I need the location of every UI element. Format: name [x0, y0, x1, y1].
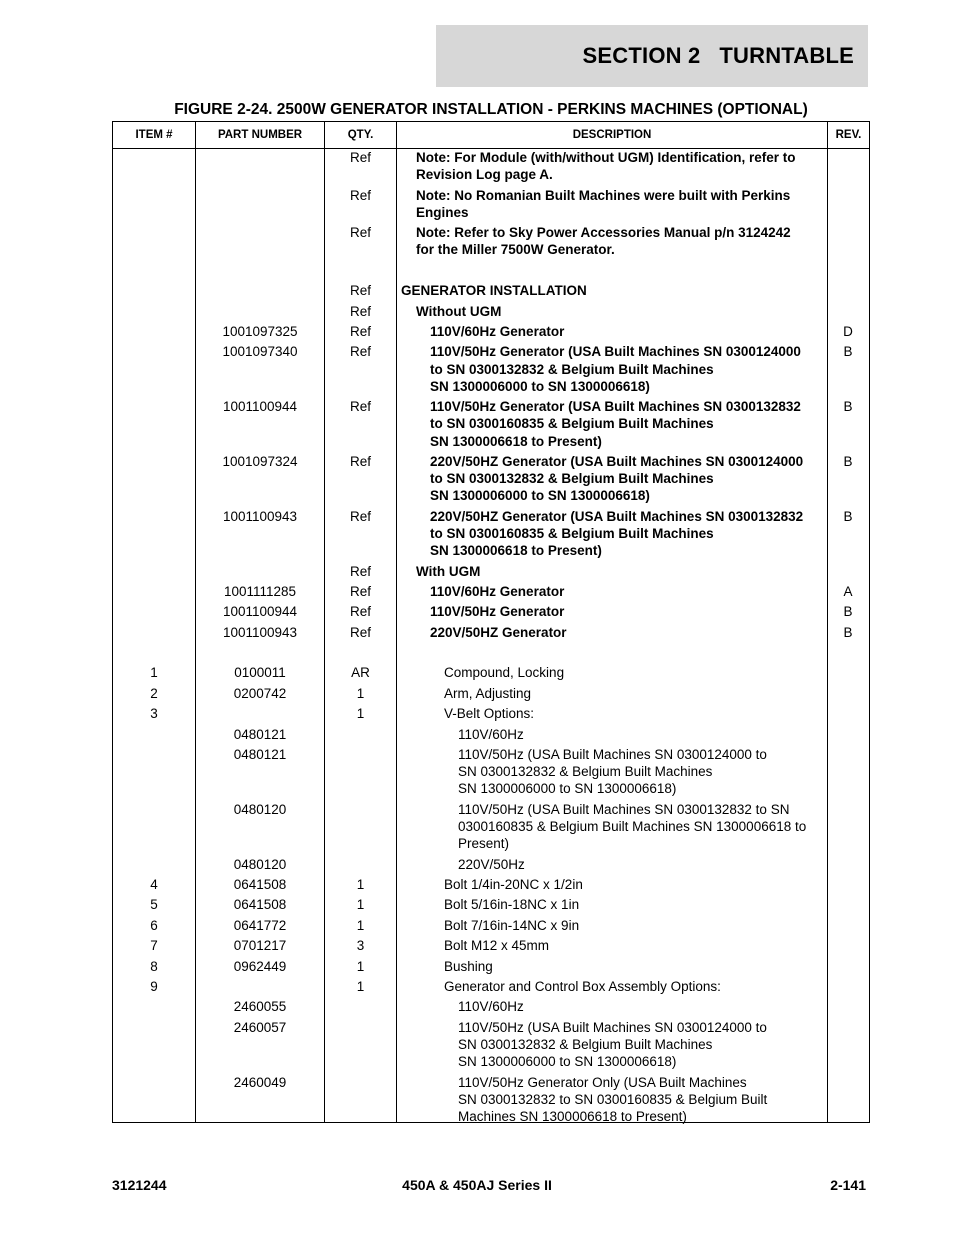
description: Bolt 7/16in-14NC x 9in: [444, 917, 580, 933]
item-number: 3: [150, 706, 158, 722]
part-number: 0200742: [233, 685, 287, 701]
quantity: Ref: [349, 508, 371, 524]
quantity: 1: [356, 958, 365, 974]
description: 110V/60Hz: [458, 726, 524, 742]
description: Note: For Module (with/without UGM) Identification, refer to Revision Log page A.: [416, 150, 796, 183]
quantity: Ref: [349, 563, 371, 579]
table-body: [113, 149, 869, 1128]
table-row: [113, 343, 869, 398]
revision: B: [843, 508, 853, 524]
table-row: [113, 224, 869, 262]
table-row: [113, 664, 869, 684]
revision: B: [843, 453, 853, 469]
table-row: [113, 958, 869, 978]
description: 110V/50Hz (USA Built Machines SN 0300124000 to SN 0300132832 & Belgium Built Machines SN 1300006000 to SN 1300006618): [458, 747, 767, 797]
table-row: [113, 583, 869, 603]
section-title: SECTION 2 TURNTABLE: [582, 43, 854, 68]
description: GENERATOR INSTALLATION: [401, 283, 587, 299]
table-row: [113, 262, 869, 282]
item-number: 2: [150, 685, 158, 701]
quantity: 1: [356, 877, 365, 893]
revision: B: [843, 399, 853, 415]
table-row: [113, 856, 869, 876]
part-number: 0480120: [233, 856, 287, 872]
description: Without UGM: [416, 303, 502, 319]
col-header-part-number: PART NUMBER: [217, 129, 303, 141]
part-number: 0100011: [234, 665, 286, 681]
description: Generator and Control Box Assembly Options:: [444, 978, 721, 994]
description: Bushing: [444, 958, 493, 974]
part-number: 1001111285: [223, 583, 297, 599]
description: Bolt M12 x 45mm: [444, 938, 550, 954]
table-row: [113, 876, 869, 896]
table-row: [113, 896, 869, 916]
table-row: [113, 187, 869, 225]
quantity: 1: [356, 917, 365, 933]
quantity: 3: [356, 938, 365, 954]
table-row: [113, 563, 869, 583]
part-number: 0641508: [233, 877, 287, 893]
table-row: [113, 398, 869, 453]
description: Bolt 1/4in-20NC x 1/2in: [444, 877, 583, 893]
footer-model: 450A & 450AJ Series II: [402, 1177, 552, 1193]
description: With UGM: [416, 563, 481, 579]
col-header-description: DESCRIPTION: [572, 129, 652, 141]
item-number: 9: [150, 978, 158, 994]
part-number: 2460055: [233, 999, 287, 1015]
description: 110V/60Hz: [458, 999, 524, 1015]
item-number: 8: [150, 958, 158, 974]
parts-table: [112, 121, 870, 1123]
part-number: 1001100943: [222, 508, 298, 524]
quantity: 1: [356, 897, 365, 913]
part-number: 1001097325: [222, 323, 298, 339]
description: 110V/50Hz (USA Built Machines SN 0300132832 to SN 0300160835 & Belgium Built Machines SN 1300006618 to Present): [458, 801, 807, 852]
revision: B: [843, 604, 853, 620]
part-number: 1001100943: [222, 624, 298, 640]
table-row: [113, 303, 869, 323]
quantity: 1: [356, 978, 365, 994]
col-header-qty: QTY.: [347, 129, 374, 141]
part-number: 0480121: [233, 726, 287, 742]
quantity: Ref: [349, 187, 371, 203]
table-row: [113, 937, 869, 957]
part-number: 0480120: [233, 801, 287, 817]
table-row: [113, 998, 869, 1018]
description: 110V/50Hz Generator Only (USA Built Machines SN 0300132832 to SN 0300160835 & Belgium Built Machines SN 1300006618 to Present): [458, 1074, 768, 1124]
quantity: Ref: [349, 453, 371, 469]
description: 110V/60Hz Generator: [430, 583, 565, 599]
description: V-Belt Options:: [444, 706, 535, 722]
description: 110V/50Hz (USA Built Machines SN 0300124000 to SN 0300132832 & Belgium Built Machines SN 1300006000 to SN 1300006618): [458, 1019, 767, 1070]
table-row: [113, 917, 869, 937]
part-number: 1001097340: [222, 344, 298, 360]
part-number: 2460049: [233, 1074, 287, 1090]
table-row: [113, 978, 869, 998]
part-number: 1001100944: [222, 399, 298, 415]
description: Note: No Romanian Built Machines were built with Perkins Engines: [416, 187, 791, 220]
description: Note: Refer to Sky Power Accessories Manual p/n 3124242 for the Miller 7500W Generator.: [416, 225, 791, 258]
table-row: [113, 685, 869, 705]
col-header-rev: REV.: [835, 129, 862, 141]
part-number: 2460057: [233, 1019, 287, 1035]
part-number: 1001100944: [222, 604, 298, 620]
table-row: [113, 1019, 869, 1074]
quantity: Ref: [349, 283, 371, 299]
quantity: 1: [356, 706, 365, 722]
item-number: 7: [150, 938, 158, 954]
footer-page-number: 2-141: [830, 1177, 866, 1193]
item-number: 1: [150, 665, 158, 681]
item-number: 6: [150, 917, 158, 933]
description: 110V/50Hz Generator: [430, 604, 565, 620]
description: 220V/50HZ Generator: [430, 624, 567, 640]
table-row: [113, 705, 869, 725]
part-number: 0701217: [233, 938, 287, 954]
part-number: 0962449: [233, 958, 287, 974]
quantity: Ref: [349, 150, 371, 165]
description: 110V/50Hz Generator (USA Built Machines SN 0300124000 to SN 0300132832 & Belgium Built Machines SN 1300006000 to SN 1300006618): [430, 344, 801, 394]
item-number: 5: [150, 897, 158, 913]
table-row: [113, 624, 869, 644]
quantity: Ref: [349, 344, 371, 360]
quantity: AR: [351, 665, 370, 681]
table-row: [113, 453, 869, 508]
quantity: Ref: [349, 323, 371, 339]
description: 110V/50Hz Generator (USA Built Machines SN 0300132832 to SN 0300160835 & Belgium Built Machines SN 1300006618 to Present): [430, 399, 801, 449]
revision: A: [843, 583, 853, 599]
quantity: Ref: [349, 303, 371, 319]
description: 220V/50HZ Generator (USA Built Machines SN 0300124000 to SN 0300132832 & Belgium Built Machines SN 1300006000 to SN 1300006618): [430, 453, 804, 504]
quantity: Ref: [349, 225, 371, 241]
quantity: Ref: [349, 399, 371, 415]
table-row: [113, 323, 869, 343]
footer-doc-number: 3121244: [112, 1177, 167, 1193]
section-header: [436, 25, 868, 87]
table-row: [113, 746, 869, 801]
description: Bolt 5/16in-18NC x 1in: [444, 897, 580, 913]
description: 220V/50Hz: [458, 856, 525, 872]
part-number: 1001097324: [222, 453, 298, 469]
table-row: [113, 603, 869, 623]
table-row: [113, 644, 869, 664]
description: 110V/60Hz Generator: [430, 323, 565, 339]
table-row: [113, 801, 869, 856]
table-row: [113, 726, 869, 746]
figure-title: FIGURE 2-24. 2500W GENERATOR INSTALLATION - PERKINS MACHINES (OPTIONAL): [174, 101, 808, 118]
item-number: 4: [150, 877, 158, 893]
quantity: Ref: [349, 583, 371, 599]
quantity: Ref: [349, 604, 371, 620]
col-header-item: ITEM #: [135, 129, 173, 141]
revision: D: [843, 323, 853, 339]
table-row: [113, 149, 869, 187]
table-row: [113, 282, 869, 302]
description: Arm, Adjusting: [444, 685, 532, 701]
description: Compound, Locking: [444, 665, 565, 681]
part-number: 0480121: [233, 747, 287, 763]
revision: B: [843, 344, 853, 360]
table-row: [113, 508, 869, 563]
description: 220V/50HZ Generator (USA Built Machines SN 0300132832 to SN 0300160835 & Belgium Built Machines SN 1300006618 to Present): [430, 508, 804, 559]
part-number: 0641508: [233, 897, 287, 913]
table-row: [113, 1074, 869, 1129]
quantity: 1: [356, 685, 365, 701]
revision: B: [843, 624, 853, 640]
part-number: 0641772: [233, 917, 287, 933]
quantity: Ref: [349, 624, 371, 640]
